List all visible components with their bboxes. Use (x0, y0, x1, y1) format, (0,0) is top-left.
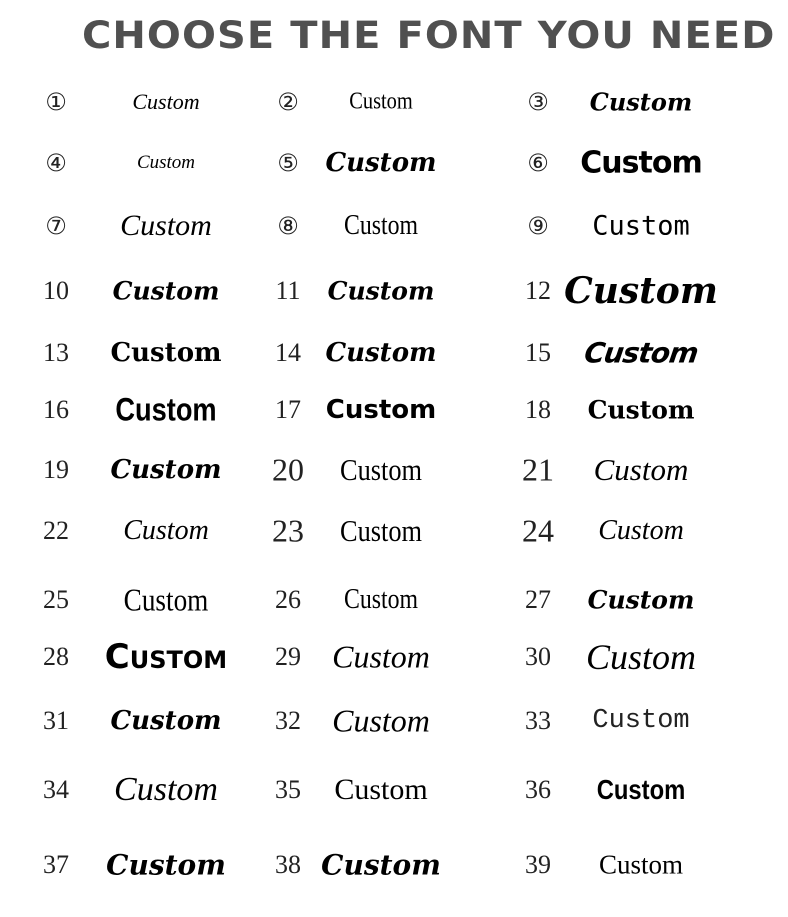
font-sample-3: Custom (589, 87, 693, 117)
font-sample-24: Custom (598, 515, 684, 546)
font-sample-15: Custom (582, 336, 700, 370)
font-sample-22: Custom (123, 515, 209, 546)
font-number-39: 39 (525, 850, 551, 879)
font-sample-7: Custom (120, 209, 212, 242)
font-number-37: 37 (43, 850, 69, 879)
font-sample-23: Custom (340, 513, 422, 548)
font-number-18: 18 (525, 395, 551, 424)
font-sample-21: Custom (593, 452, 689, 487)
font-number-17: 17 (275, 395, 301, 424)
font-sample-31: Custom (110, 706, 222, 736)
font-sample-39: Custom (598, 849, 684, 880)
font-number-35: 35 (275, 775, 301, 804)
font-sample-1: Custom (132, 89, 200, 114)
font-sample-12: Custom (564, 270, 718, 312)
font-number-33: 33 (525, 706, 551, 735)
font-sample-33: Custom (592, 706, 690, 736)
font-number-20: 20 (272, 451, 304, 488)
font-sample-19: Custom (110, 455, 222, 485)
font-number-22: 22 (43, 516, 69, 545)
font-number-3: ③ (527, 88, 549, 116)
font-number-32: 32 (275, 706, 301, 735)
font-number-5: ⑤ (277, 149, 299, 177)
font-sample-13: Custom (110, 338, 222, 368)
font-sample-27: Custom (587, 585, 695, 615)
font-sample-25: Custom (123, 581, 209, 618)
font-sample-30: Custom (585, 637, 697, 677)
font-sample-17: Custom (325, 395, 437, 425)
font-number-12: 12 (525, 276, 551, 305)
font-number-29: 29 (275, 642, 301, 671)
font-number-23: 23 (272, 512, 304, 549)
font-number-28: 28 (43, 642, 69, 671)
font-number-16: 16 (43, 395, 69, 424)
font-sample-29: Custom (332, 638, 430, 675)
font-sample-37: Custom (106, 848, 226, 882)
font-number-30: 30 (525, 642, 551, 671)
font-sample-2: Custom (349, 88, 413, 115)
font-sample-16: Custom (115, 391, 217, 428)
font-sample-18: Custom (587, 395, 695, 425)
font-sample-32: Custom (332, 702, 430, 739)
font-number-25: 25 (43, 585, 69, 614)
font-sample-36: Custom (596, 774, 686, 805)
font-sample-11: Custom (327, 276, 435, 306)
font-sample-8: Custom (343, 210, 419, 241)
font-number-24: 24 (522, 512, 554, 549)
font-number-4: ④ (45, 149, 67, 177)
font-number-14: 14 (275, 338, 301, 367)
font-sample-26: Custom (343, 584, 419, 615)
font-number-21: 21 (522, 451, 554, 488)
font-sample-14: Custom (325, 338, 437, 368)
font-sample-38: Custom (321, 848, 441, 882)
font-number-1: ① (45, 88, 67, 116)
font-sample-35: Custom (334, 773, 428, 806)
font-sample-9: Custom (592, 210, 690, 242)
font-number-19: 19 (43, 455, 69, 484)
font-sample-20: Custom (340, 452, 422, 487)
font-number-36: 36 (525, 775, 551, 804)
font-number-38: 38 (275, 850, 301, 879)
page-title: CHOOSE THE FONT YOU NEED (82, 14, 776, 57)
font-number-13: 13 (43, 338, 69, 367)
font-number-11: 11 (275, 276, 301, 305)
font-number-31: 31 (43, 706, 69, 735)
font-number-27: 27 (525, 585, 551, 614)
font-sample-28: Custom (104, 637, 228, 677)
font-number-8: ⑧ (277, 212, 299, 240)
font-sample-34: Custom (114, 771, 218, 808)
font-sample-5: Custom (325, 148, 437, 178)
font-number-6: ⑥ (527, 149, 549, 177)
font-number-34: 34 (43, 775, 69, 804)
font-sample-6: Custom (580, 145, 702, 181)
font-number-15: 15 (525, 338, 551, 367)
font-number-26: 26 (275, 585, 301, 614)
font-number-7: ⑦ (45, 212, 67, 240)
font-number-9: ⑨ (527, 212, 549, 240)
font-sample-10: Custom (112, 276, 220, 306)
font-number-2: ② (277, 88, 299, 116)
font-number-10: 10 (43, 276, 69, 305)
font-sample-4: Custom (136, 152, 196, 173)
